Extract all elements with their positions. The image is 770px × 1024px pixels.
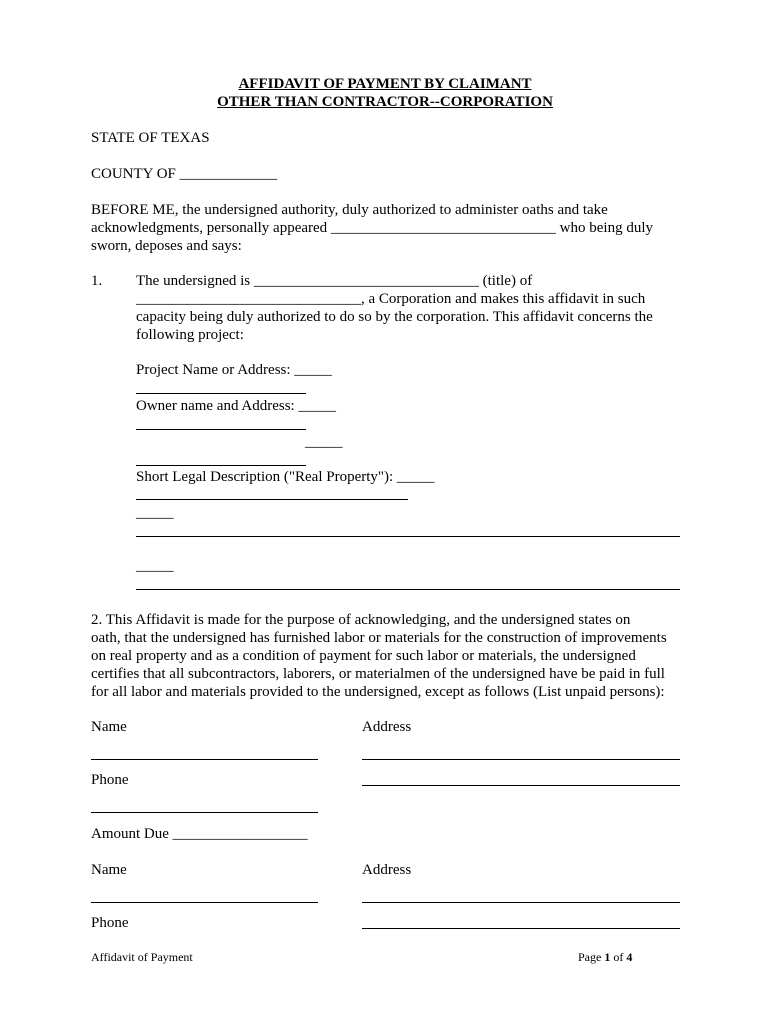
- unpaid-address-line[interactable]: [362, 902, 680, 903]
- item2-line: 2. This Affidavit is made for the purpose of acknowledging, and the undersigned states on: [91, 612, 631, 628]
- item1-line: capacity being duly authorized to do so by the corporation. This affidavit concerns the: [136, 309, 653, 325]
- unpaid-name-label: Name: [91, 719, 127, 735]
- item2-line: for all labor and materials provided to the undersigned, except as follows (List unpaid persons):: [91, 684, 665, 700]
- unpaid-name-label: Name: [91, 862, 127, 878]
- legal-description-line[interactable]: [136, 499, 408, 500]
- unpaid-phone-label: Phone: [91, 915, 129, 931]
- intro-line: acknowledgments, personally appeared ______________________________ who being duly: [91, 220, 653, 236]
- owner-name-line[interactable]: [136, 429, 306, 430]
- unpaid-address-line[interactable]: [362, 928, 680, 929]
- unpaid-name-line[interactable]: [91, 759, 318, 760]
- legal-description-line[interactable]: [136, 589, 680, 590]
- legal-description-line[interactable]: [136, 536, 680, 537]
- owner-name-label: Owner name and Address: _____: [136, 398, 336, 414]
- amount-due-label: Amount Due __________________: [91, 826, 308, 842]
- item1-line: ______________________________, a Corporation and makes this affidavit in such: [136, 291, 646, 307]
- owner-address-line[interactable]: [136, 465, 306, 466]
- item2-line: certifies that all subcontractors, laborers, or materialmen of the undersigned have be paid in full: [91, 666, 665, 682]
- item2-line: on real property and as a condition of payment for such labor or materials, the undersigned: [91, 648, 636, 664]
- document-title-line2: OTHER THAN CONTRACTOR--CORPORATION: [217, 94, 553, 110]
- item1-line: following project:: [136, 327, 244, 343]
- legal-blank-short: _____: [136, 558, 174, 574]
- footer-title: Affidavit of Payment: [91, 950, 193, 964]
- state-label: STATE OF TEXAS: [91, 130, 210, 146]
- document-title-line1: AFFIDAVIT OF PAYMENT BY CLAIMANT: [238, 76, 532, 92]
- intro-line: BEFORE ME, the undersigned authority, duly authorized to administer oaths and take: [91, 202, 608, 218]
- project-name-line[interactable]: [136, 393, 306, 394]
- unpaid-phone-line[interactable]: [91, 812, 318, 813]
- unpaid-address-line[interactable]: [362, 759, 680, 760]
- item2-line: oath, that the undersigned has furnished labor or materials for the construction of improvements: [91, 630, 667, 646]
- unpaid-address-label: Address: [362, 862, 412, 878]
- page-number: [578, 950, 632, 965]
- page-word: Page: [578, 950, 605, 964]
- item1-number: 1.: [91, 273, 103, 289]
- unpaid-address-line[interactable]: [362, 785, 680, 786]
- project-name-label: Project Name or Address: _____: [136, 362, 332, 378]
- unpaid-name-line[interactable]: [91, 902, 318, 903]
- legal-blank-short: _____: [136, 505, 174, 521]
- page-total: 4: [626, 950, 633, 964]
- owner-blank-short: _____: [305, 434, 343, 450]
- page-current: 1: [604, 950, 611, 964]
- item1-line: The undersigned is ______________________________ (title) of: [136, 273, 533, 289]
- of-word: of: [610, 950, 627, 964]
- unpaid-phone-label: Phone: [91, 772, 129, 788]
- intro-line: sworn, deposes and says:: [91, 238, 242, 254]
- county-label: COUNTY OF _____________: [91, 166, 278, 182]
- legal-description-label: Short Legal Description ("Real Property"): _____: [136, 469, 435, 485]
- unpaid-address-label: Address: [362, 719, 412, 735]
